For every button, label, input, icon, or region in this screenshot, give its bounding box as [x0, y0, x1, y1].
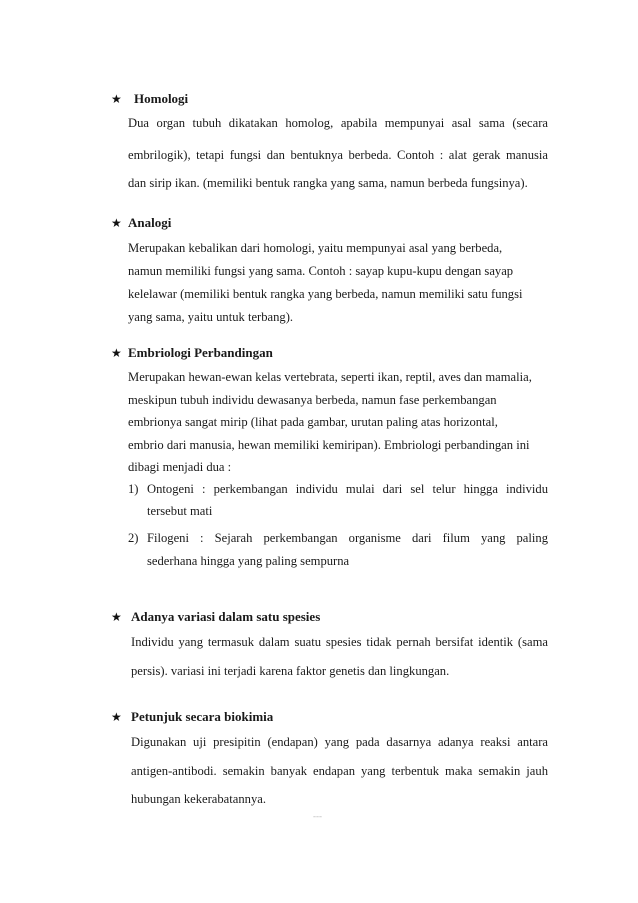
paragraph-line: dibagi menjadi dua : — [128, 460, 232, 474]
paragraph-line: meskipun tubuh individu dewasanya berbeda, namun fase perkembangan — [128, 393, 497, 407]
paragraph-line: dan sirip ikan. (memiliki bentuk rangka yang sama, namun berbeda fungsinya). — [128, 176, 528, 190]
paragraph-line: embrilogik), tetapi fungsi dan bentuknya berbeda. Contoh : alat gerak manusia — [128, 148, 548, 162]
page-footer-mark: --- — [313, 811, 322, 821]
paragraph-line: embrio dari manusia, hewan memiliki kemiripan). Embriologi perbandingan ini — [128, 438, 530, 452]
star-icon: ★ — [111, 710, 122, 724]
section-heading-analogi: Analogi — [128, 215, 172, 230]
list-item-line: sederhana hingga yang paling sempurna — [147, 554, 350, 568]
paragraph-line: Digunakan uji presipitin (endapan) yang pada dasarnya adanya reaksi antara — [131, 735, 548, 749]
section-heading-homologi: Homologi — [134, 91, 189, 106]
star-icon: ★ — [111, 610, 122, 624]
paragraph-line: yang sama, yaitu untuk terbang). — [128, 310, 294, 324]
star-icon: ★ — [111, 216, 122, 230]
star-icon: ★ — [111, 346, 122, 360]
paragraph-line: hubungan kekerabatannya. — [131, 792, 266, 806]
paragraph-line: namun memiliki fungsi yang sama. Contoh : sayap kupu-kupu dengan sayap — [128, 264, 514, 278]
list-item-line: tersebut mati — [147, 504, 213, 518]
paragraph-line: persis). variasi ini terjadi karena faktor genetis dan lingkungan. — [131, 664, 450, 678]
paragraph-line: embrionya sangat mirip (lihat pada gambar, urutan paling atas horizontal, — [128, 415, 498, 429]
paragraph-line: antigen-antibodi. semakin banyak endapan yang terbentuk maka semakin jauh — [131, 764, 548, 778]
paragraph-line: Individu yang termasuk dalam suatu spesies tidak pernah bersifat identik (sama — [131, 635, 548, 649]
paragraph-line: Merupakan hewan-ewan kelas vertebrata, seperti ikan, reptil, aves dan mamalia, — [128, 370, 532, 384]
section-heading-embriologi: Embriologi Perbandingan — [128, 345, 273, 360]
paragraph-line: Merupakan kebalikan dari homologi, yaitu mempunyai asal yang berbeda, — [128, 241, 503, 255]
section-heading-biokimia: Petunjuk secara biokimia — [131, 709, 274, 724]
paragraph-line: kelelawar (memiliki bentuk rangka yang berbeda, namun memiliki satu fungsi — [128, 287, 523, 301]
list-item-line: Ontogeni : perkembangan individu mulai dari sel telur hingga individu — [147, 482, 548, 496]
list-item-line: Filogeni : Sejarah perkembangan organisme dari filum yang paling — [147, 531, 548, 545]
list-number: 1) — [128, 482, 139, 496]
star-icon: ★ — [111, 92, 122, 106]
paragraph-line: Dua organ tubuh dikatakan homolog, apabila mempunyai asal sama (secara — [128, 116, 548, 130]
list-number: 2) — [128, 531, 139, 545]
section-heading-variasi: Adanya variasi dalam satu spesies — [131, 609, 321, 624]
